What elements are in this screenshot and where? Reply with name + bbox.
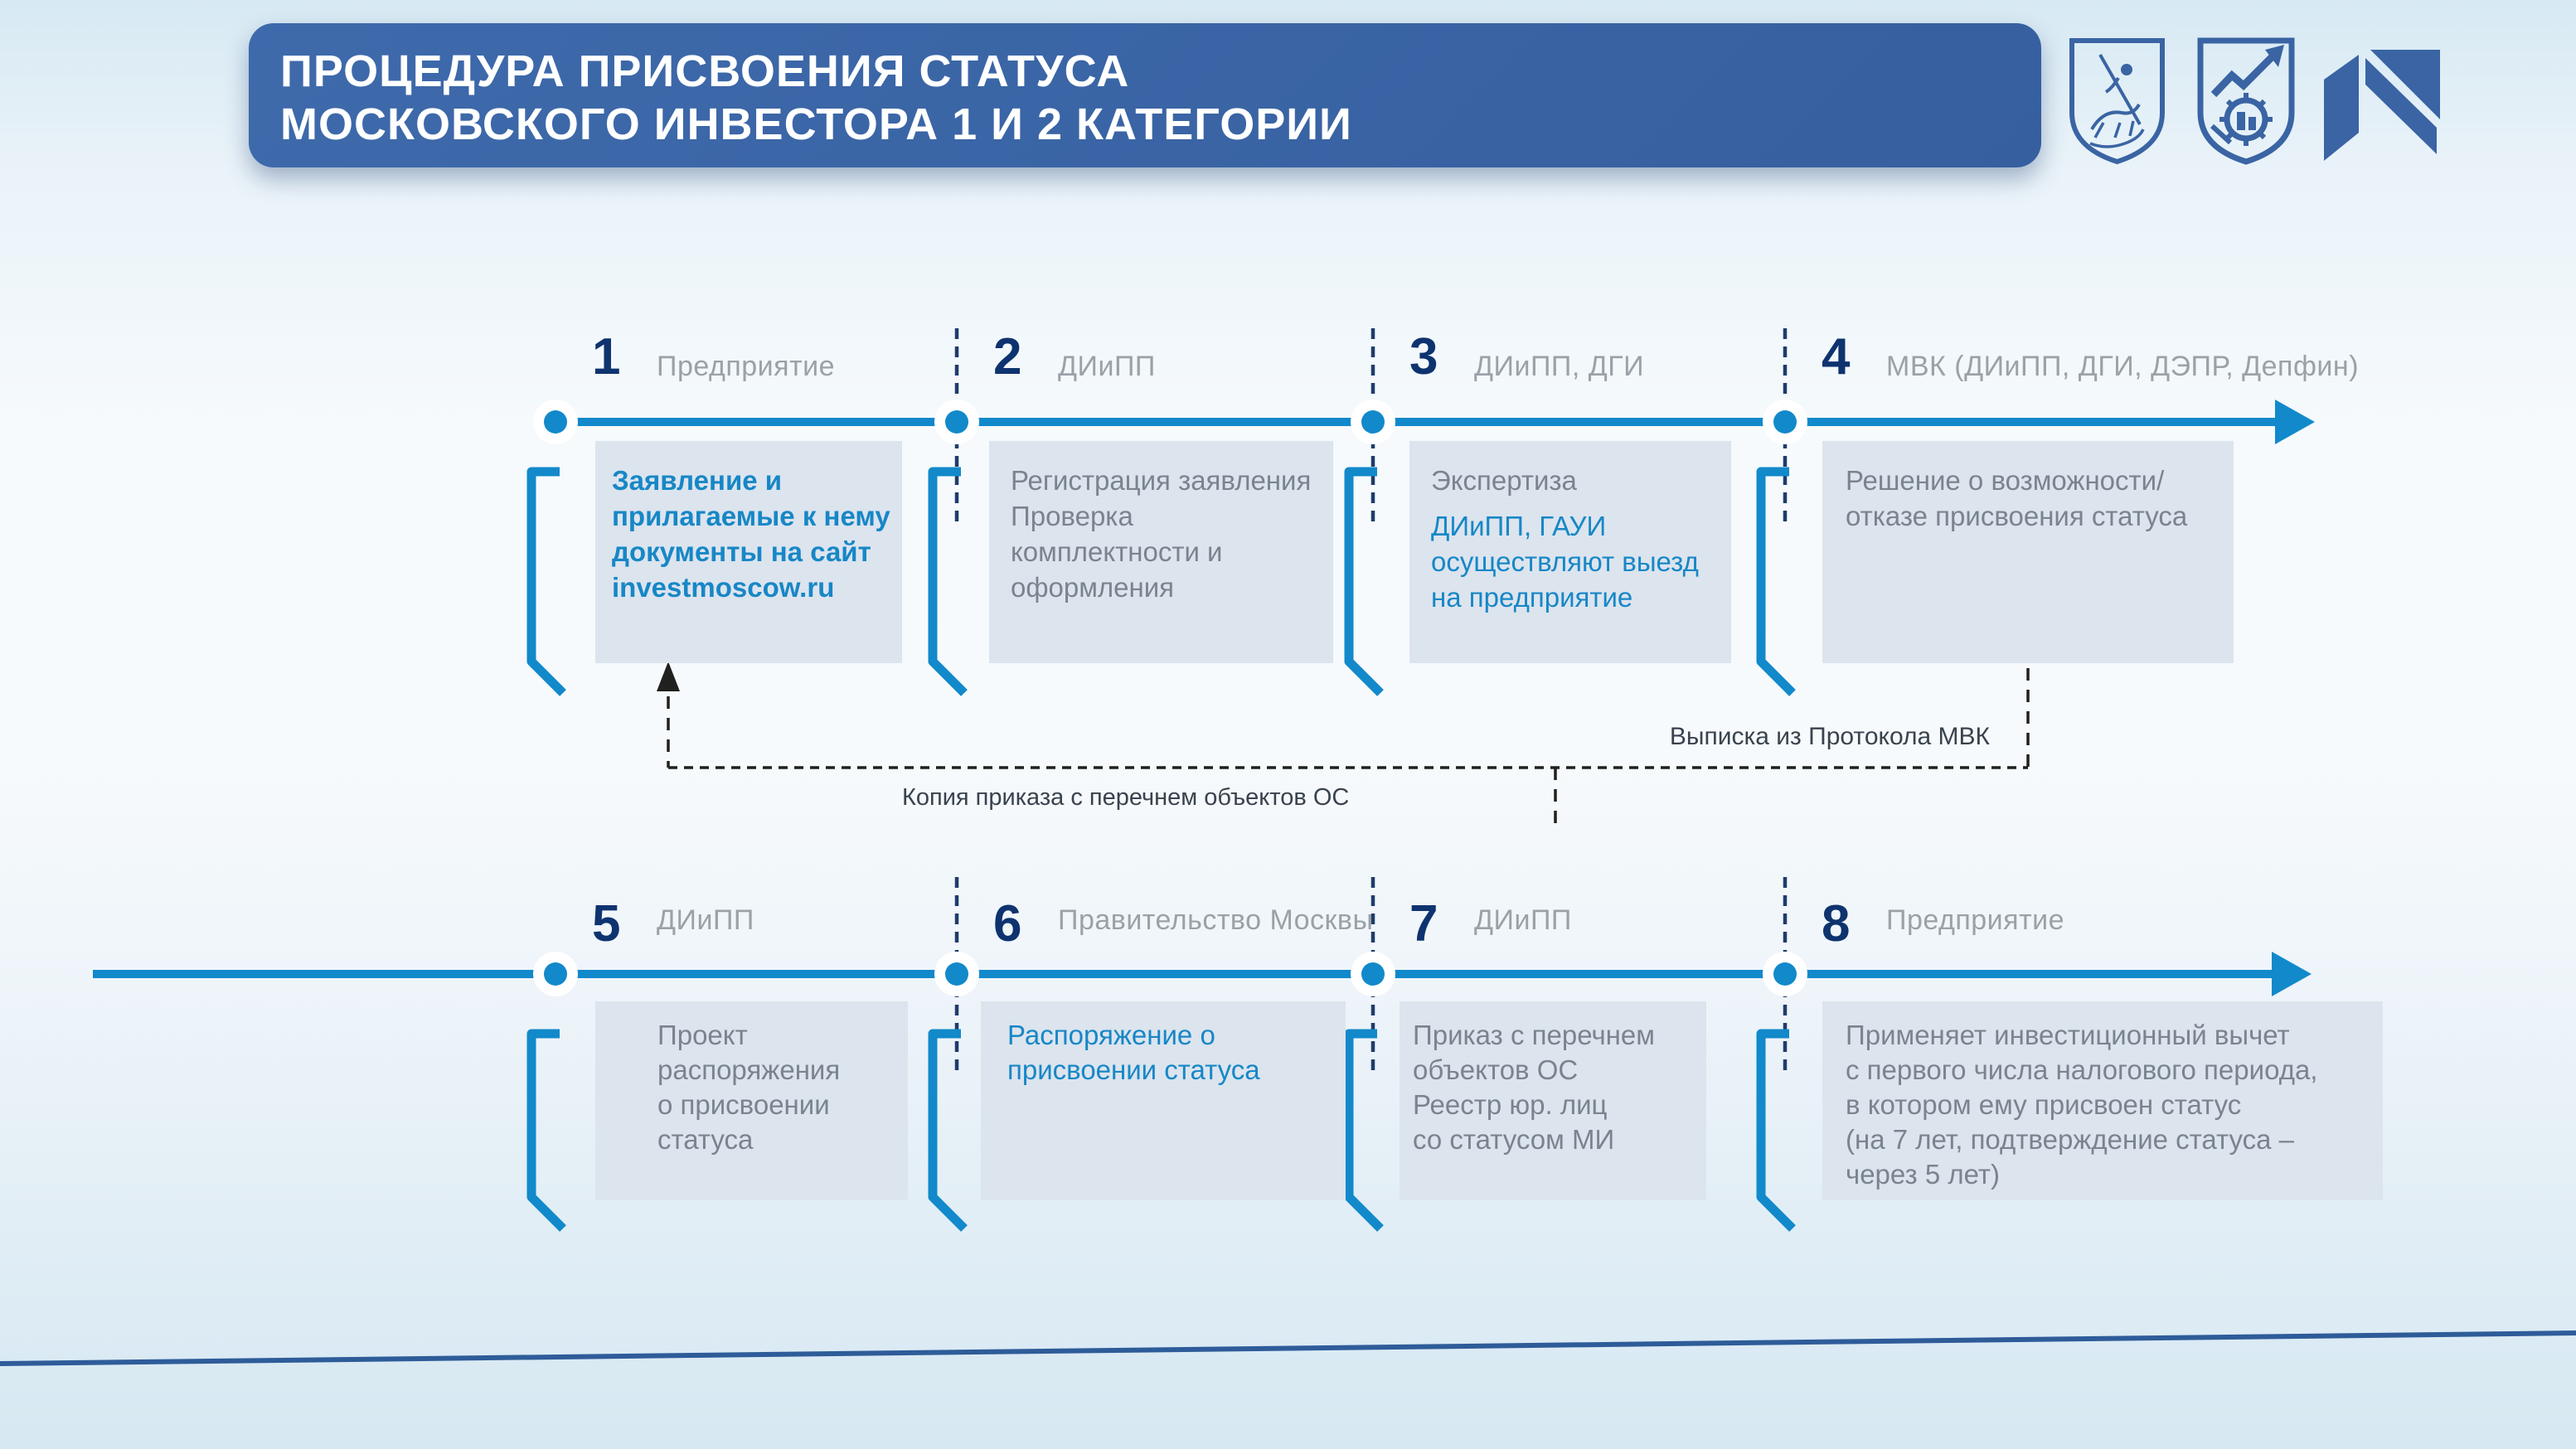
step-text-line: в котором ему присвоен статус [1846,1089,2242,1120]
step-box [1822,1001,2383,1200]
step-text-line: на предприятие [1431,582,1633,613]
step-text-gray [1431,463,1731,498]
timeline-dot-ring [1351,952,1395,996]
step-text-line: статуса [657,1124,754,1155]
dipp-shield-logo [2195,36,2297,166]
step-number: 1 [592,328,621,385]
step-box [595,441,902,663]
timeline-dot [1361,410,1385,434]
step-text-line: присвоении статуса [1007,1054,1260,1085]
step-text-blue [1007,1018,1346,1088]
box-bracket [1761,1034,1793,1228]
step-org-label: ДИиПП [657,904,754,936]
step-text-line: комплектности и [1011,536,1223,567]
box-bracket [1349,1034,1380,1228]
timeline-dot-ring [934,400,979,444]
step-text-line: Заявление и [612,465,783,496]
step-number: 8 [1822,895,1851,952]
step-text-line: с первого числа налогового периода, [1846,1054,2318,1085]
step-org-label: Предприятие [1886,904,2065,936]
step-text-line: Приказ с перечнем [1413,1020,1655,1050]
step-box [1822,441,2234,663]
timeline-dot [945,962,968,986]
step-text-gray [1846,1018,2383,1192]
timeline-arrowhead [2272,952,2312,996]
timeline-dot-ring [1351,400,1395,444]
step-text-line: investmoscow.ru [612,572,835,603]
protocol-extract-label: Выписка из Протокола МВК [1669,723,1990,750]
step-org-label: Правительство Москвы [1058,904,1374,936]
page-title-line-1: ПРОЦЕДУРА ПРИСВОЕНИЯ СТАТУСА [280,46,1130,96]
order-copy-label: Копия приказа с перечнем объектов ОС [902,784,1350,811]
step-text-line: ДИиПП, ГАУИ [1431,511,1607,541]
step-number: 7 [1409,895,1438,952]
step-org-label: МВК (ДИиПП, ДГИ, ДЭПР, Депфин) [1886,351,2360,382]
step-number: 5 [592,895,621,952]
step-text-line: Распоряжение о [1007,1020,1215,1050]
step-org-label: ДИиПП [1058,351,1156,382]
step-text-blue [1431,508,1731,615]
timeline-dot-ring [1763,952,1807,996]
moscow-coat-of-arms-logo [2067,36,2167,166]
step-text-line: со статусом МИ [1413,1124,1615,1155]
step-box [989,441,1333,663]
step-org-label: ДИиПП [1474,904,1572,936]
step-text-line: о присвоении [657,1089,830,1120]
timeline-dot [1773,410,1797,434]
timeline-dot [544,962,567,986]
step-text-line: Экспертиза [1431,465,1577,496]
step-text-line: Реестр юр. лиц [1413,1089,1608,1120]
step-text-line: документы на сайт [612,536,871,567]
step-number: 6 [993,895,1022,952]
step-box [981,1001,1346,1200]
step-number: 2 [993,328,1022,385]
bottom-diagonal-rule [0,1333,2576,1364]
title-banner [249,23,2041,167]
step-number: 3 [1409,328,1438,385]
step-text-line: отказе присвоения статуса [1846,501,2188,531]
step-text-line: осуществляют выезд [1431,546,1699,577]
timeline-row-2 [93,970,2277,978]
timeline-dot-ring [1763,400,1807,444]
timeline-dot-ring [934,952,979,996]
step-org-label: ДИиПП, ДГИ [1474,351,1645,382]
step-text-line: Проект [657,1020,748,1050]
step-text-line: (на 7 лет, подтверждение статуса – [1846,1124,2295,1155]
moscow-investor-m-logo [2317,36,2443,162]
timeline-dot [945,410,968,434]
step-text-line: прилагаемые к нему [612,501,890,531]
timeline-dot [544,410,567,434]
step-text-gray [657,1018,908,1157]
timeline-dot-ring [533,952,578,996]
step-box [1400,1001,1706,1200]
box-bracket [933,472,964,693]
step-text-blue-bold [612,463,902,605]
timeline-dot-ring [533,400,578,444]
box-bracket [531,472,563,693]
step-text-line: Применяет инвестиционный вычет [1846,1020,2290,1050]
timeline-arrowhead [2275,400,2315,444]
step-number: 4 [1822,328,1851,385]
box-bracket [1349,472,1380,693]
step-box [595,1001,908,1200]
box-bracket [933,1034,964,1228]
step-text-line: оформления [1011,572,1175,603]
step-text-gray [1846,463,2234,534]
step-text-line: Регистрация заявления [1011,465,1312,496]
step-text-line: объектов ОС [1413,1054,1579,1085]
timeline-dot [1773,962,1797,986]
step-text-line: Проверка [1011,501,1133,531]
step-box [1409,441,1731,663]
box-bracket [531,1034,563,1228]
step-text-gray [1413,1018,1706,1157]
feedback-arrowhead-up [657,662,680,691]
step-text-line: распоряжения [657,1054,841,1085]
step-text-line: Решение о возможности/ [1846,465,2165,496]
timeline-row-1 [536,418,2280,426]
step-org-label: Предприятие [657,351,836,382]
step-text-line: через 5 лет) [1846,1159,2000,1190]
box-bracket [1761,472,1793,693]
step-text-gray [1011,463,1333,605]
page-title-line-2: МОСКОВСКОГО ИНВЕСТОРА 1 И 2 КАТЕГОРИИ [280,99,1352,149]
timeline-dot [1361,962,1385,986]
